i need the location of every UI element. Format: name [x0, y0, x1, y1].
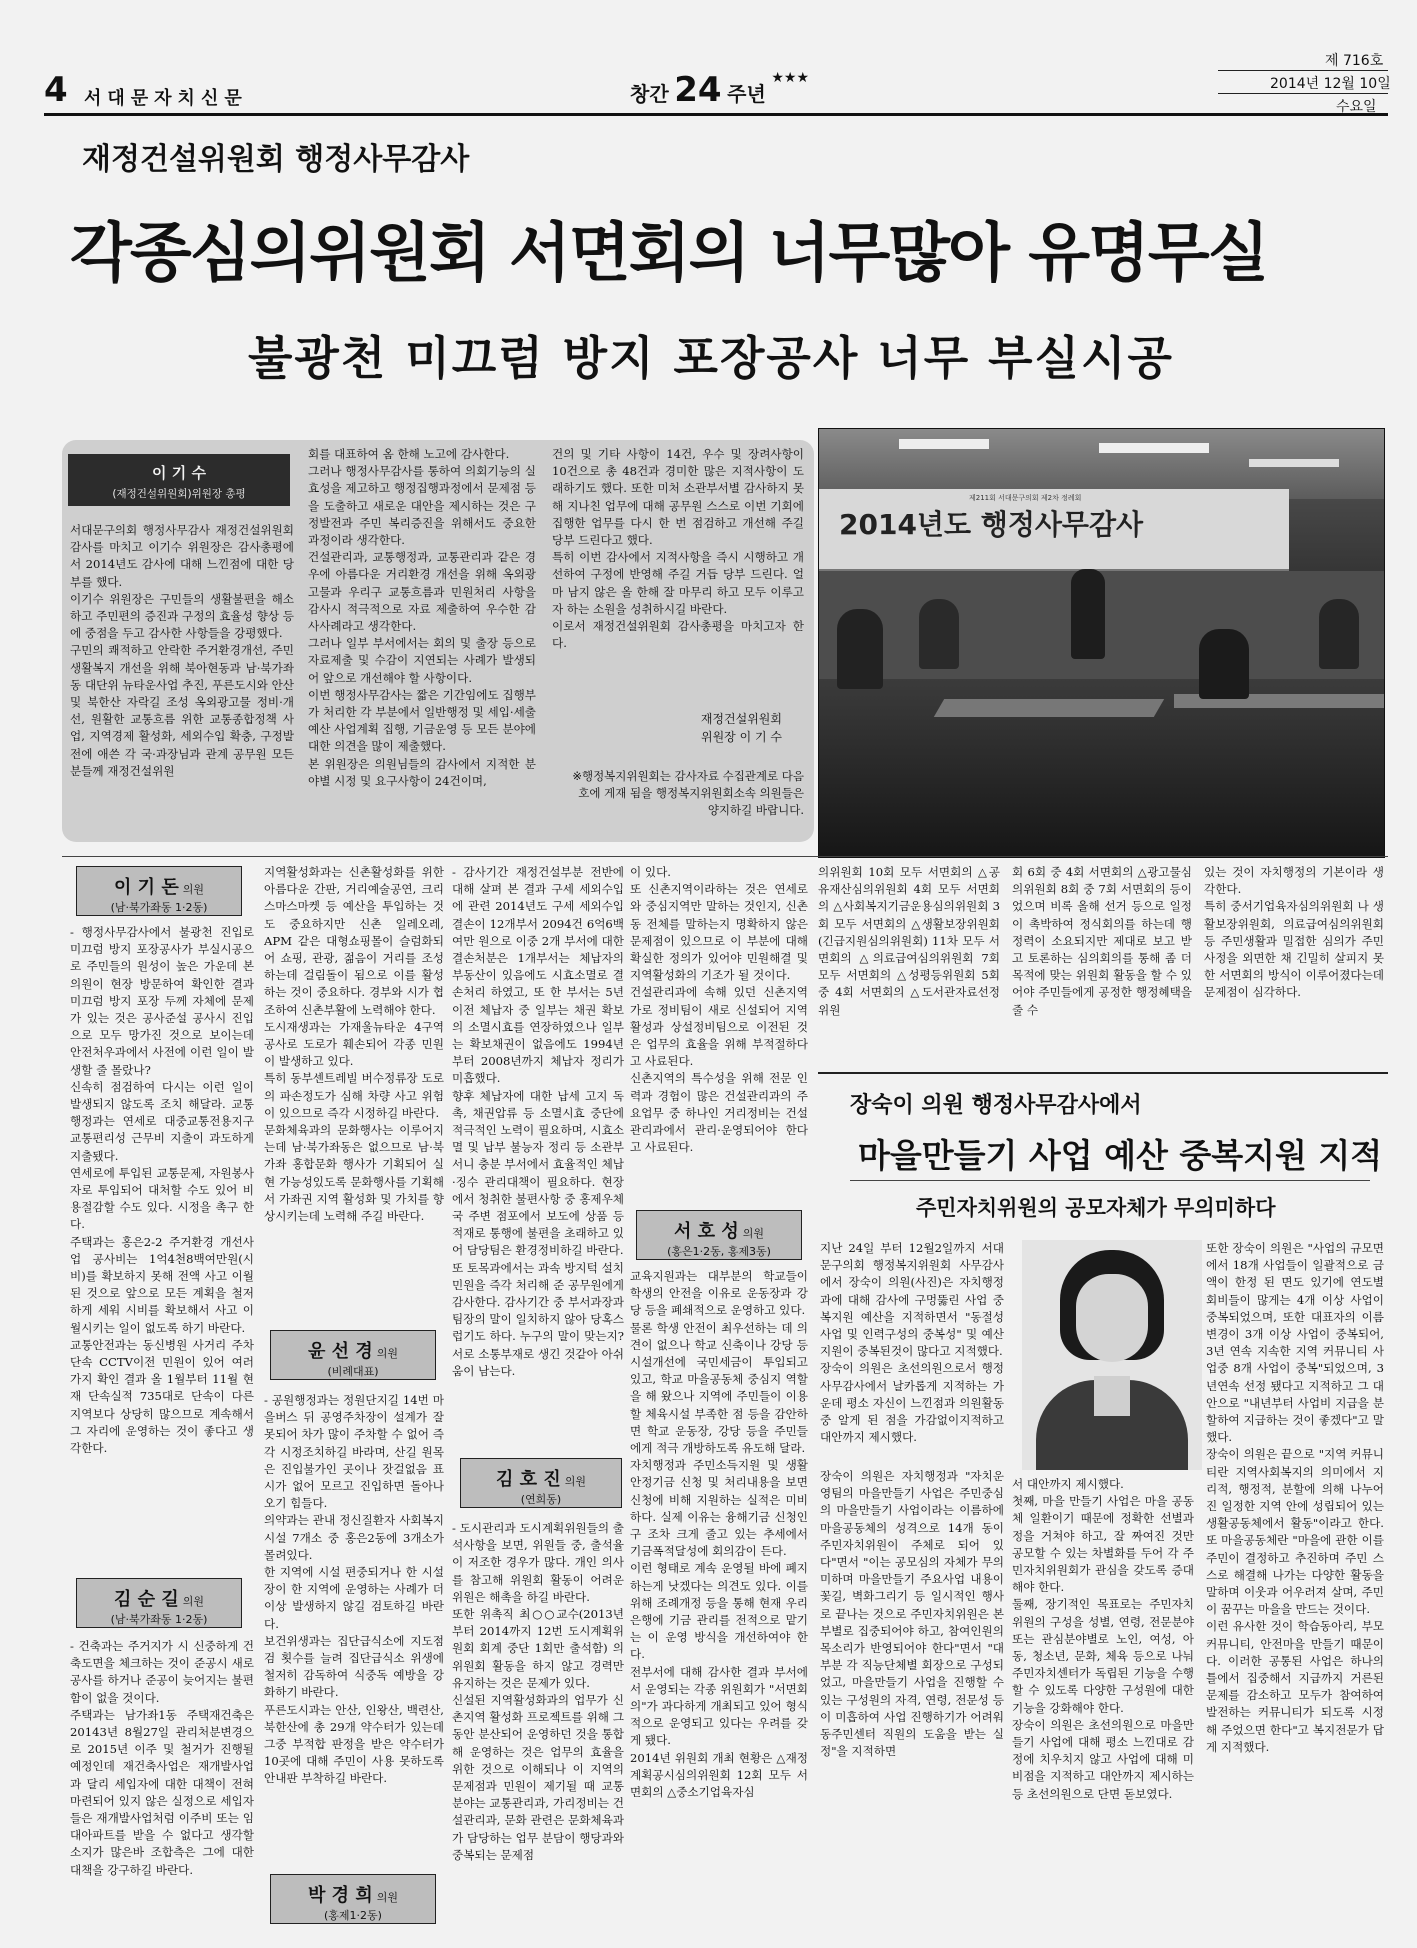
sidebar-column-3a: 또한 장숙이 의원은 "사업의 규모면에서 18개 사업들이 일괄적으로 금액이 한정 된 면도 있기에 연도별 회비들이 많게는 4개 이상 사업이 중복되었으며, 또한 대표자의 이름변경이 3개 이상 사업이 중복되어, 3년 연속 지속한 지역 커뮤니티 사업중 8개 사업이 중복"되었으며, 3년연속 선정 됐다고 지적하고 그 대안으로 "내년부터 사업비 지급을 분할하여 지급하는 것이 좋겠다"고 말했다. 장숙이 의원은 끝으로 "지역 커뮤니티란 지역사회복지의 의미에서 지리적, 행정적, 분할에 의해 나누어진 일정한 지역 안에 성립되어 있는 생활공동체에서 활동"이라고 한다. 또 마을공동체란 "마을에 관한 이를 주민이 결정하고 추진하며 주민 스스로 해결해 나가는 다양한 활동을 말하며 이웃과 어우러져 살며, 주민이 꿈꾸는 마을을 만드는 것이다. 이런 유사한 것이 학습동아리, 부모커뮤니티, 안전마을 만들기 때문이다. 이러한 공통된 사업은 하나의 틀에서 집중해서 지급까지 거른된 문제를 감소하고 모두가 참여하여 발전하는 커뮤니티가 되도록 시정해 주었으면 한다"고 복지전문가 답게 지적했다.: [1206, 1241, 1384, 1754]
sidebar-column-1a: 지난 24일 부터 12월2일까지 서대문구의회 행정복지위원회 사무감사에서 장숙이 의원(사진)은 자치행정과에 대해 감사에 구멍뚫린 사업 중복지원 예산을 지적하면서 "동절성사업 및 인력구성의 중복성" 및 예산지원이 중복된것이 많다고 지적했다. 장숙이 의원은 초선의원으로서 행정사무감사에서 날카롭게 지적하는 가운데 평소 자신이 느낀점과 의원활동 중 알게 된 점을 가감없이지적하고 대안까지 제시했다.: [820, 1241, 1004, 1445]
masthead-rule: [44, 113, 1388, 116]
sidebar-subheadline: 주민자치위원의 공모자체가 무의미하다: [916, 1196, 1276, 1220]
member-box-yoon-sunkyung: [270, 1330, 436, 1380]
member-area: (비례대표): [327, 1365, 379, 1378]
member-name: 김 호 진 의원: [496, 1469, 586, 1490]
photo-person: [1319, 599, 1359, 669]
sidebar-rule: [850, 1180, 1370, 1181]
member-name: 박 경 희 의원: [308, 1885, 398, 1906]
body-column-3b: - 도시관리과 도시계획위원들의 출석사항을 보면, 위원들 중, 출석율이 저조한 경우가 많다. 개인 의사를 참고해 위원회 활동이 어려운 위원은 해촉을 하길 바란다. 또한 위촉직 최○○교수(2013년부터 2014까지 12번 도시계획위원회 회계 중단 1회만 출석함) 의 위원회 활동을 하지 않고 경력만 유지하는 것은 문제가 있다. 신설된 지역활성화과의 업무가 신촌지역 활성화 프로젝트를 위해 그동안 분산되어 운영하던 것을 통합해 운영하는 것은 업무의 효율을 위한 것으로 이해되나 이 지역의 문제점과 민원이 제기될 때 교통 분야는 교통관리과, 가리정비는 건설관리과, 문화 관련은 문화체육과가 담당하는 업무 분담이 행당과와 중복되는 문제점: [452, 1521, 624, 1862]
portrait-face: [1076, 1274, 1148, 1362]
member-area: (홍제1·2동): [324, 1909, 382, 1922]
chair-column-2: 회를 대표하여 옴 한해 노고에 감사한다. 그러나 행정사무감사를 통하여 의회기능의 실효성을 제고하고 행정집행과정에서 문제점 등을 도출하고 새로운 대안을 제시하는 것은 구정발전과 주민 복리증진을 위해서도 중요한 과정이라 생각한다. 건설관리과, 교통행정과, 교통관리과 같은 경우에 아름다운 거리환경 개선을 위해 옥외광고물과 우리구 교통흐름과 민원처리 사항을 감사시 적극적으로 자료 제출하여 우수한 감사사례라고 생각한다. 그러나 일부 부서에서는 회의 및 출장 등으로 자료제출 및 수감이 지연되는 사례가 발생되어 앞으로 개선해야 할 사항이다. 이번 행정사무감사는 짧은 기간임에도 집행부가 처리한 각 부분에서 일반행정 및 세입·세출예산 사업계획 집행, 기금운영 등 모든 분야에 대한 의견을 많이 제출했다. 본 위원장은 의원님들의 감사에서 지적한 분야별 시정 및 요구사항이 24건이며,: [308, 447, 536, 788]
chair-column-3: 건의 및 기타 사항이 14건, 우수 및 장려사항이 10건으로 총 48건과 경미한 많은 지적사항이 도래하기도 했다. 또한 미처 소관부서별 감사하지 못해 지나친 업무에 대해 공무원 스스로 이번 기회에 집행한 업무를 다시 한 번 점검하고 개선해 주길 당부 드린다고 했다. 특히 이번 감사에서 지적사항을 즉시 시행하고 개선하여 구정에 반영해 주길 거듭 당부 드린다. 얼마 남지 않은 올 한해 잘 마무리 하고 모두 이루고자 하는 소원을 성취하시길 바란다. 이로서 재정건설위원회 감사총평을 마치고자 한다.: [552, 447, 804, 651]
anniversary-mark: [630, 70, 809, 110]
body-column-3a: - 감사기간 재정건설부분 전반에 대해 살펴 본 결과 구세 세외수입에 관련 2014년도 구세 세외수입 결손이 12개부서 2094건 6억6백여만 원으로 이중 2개 부서에 대한 결손처분은 1개부서는 체납자의 부동산이 있음에도 시효소멸로 결손처리 하였고, 또 한 부서는 5년 이전 체납자 중 일부는 채권 확보의 소멸시효를 연장하였으나 일부는 확보채권이 없음에도 1994년부터 2008년까지 체납자 정리가 미흡했다. 향후 체납자에 대한 납세 고지 독촉, 채권압류 등 소멸시효 중단에 적극적인 노력이 필요하며, 시효소멸 및 납부 불능자 정리 등 소관부서니 충분 부서에서 효율적인 체납·징수 관리대책이 필요하다. 현장에서 청취한 불편사항 중 홍제우체국 주변 점포에서 보도에 상품 등 적재로 통행에 불편을 초래하고 있어 담당팀은 환경정비하길 바란다. 또 토목과에서는 과속 방지턱 설치 민원을 즉각 처리해 준 공무원에게 감사한다. 감사기간 중 부서과장과 팀장의 말이 일치하지 않아 당혹스럽기도 하다. 누구의 말이 맞는지? 서로 소통부재로 생긴 것같아 아쉬움이 남는다.: [452, 865, 624, 1378]
chair-name: 이 기 수: [152, 464, 206, 482]
chair-column-1: 서대문구의회 행정사무감사 재정건설위원회 감사를 마치고 이기수 위원장은 감사총평에서 2014년도 감사에 대해 느낀점에 대한 당부를 했다. 이기수 위원장은 구민들의 생활불편을 해소하고 주민편의 증진과 구정의 효율성 향상 등에 중점을 두고 감사한 사항들을 강평했다. 구민의 쾌적하고 안락한 주거환경개선, 주민생활복지 개선을 위해 북아현동과 남·북가좌동 대단위 뉴타운사업 추진, 푸른도시와 안산 및 북한산 자락길 조성 옥외광고물 정비·개선, 원활한 교통흐름 위한 교통종합정책 사업, 지역경제 활성화, 세외수입 확충, 구정발전에 애쓴 각 국·과장님과 관계 공무원 모든 분들께 재정건설위원: [70, 523, 294, 778]
body-column-1b: - 건축과는 주거지가 시 신중하게 건축도면을 체크하는 것이 준공시 새로 공사를 하거나 준공이 늦어지는 불편함이 없을 것이다. 주택과는 남가좌1동 주택재건축은 20143년 8월27일 관리처분변경으로 2015년 이주 및 철거가 진행될 예정인데 재건축사업은 재개발사업과 달리 세입자에 대한 대책이 전혀 마련되어 있지 않은 실정으로 세입자들은 재개발사업처럼 이주비 또는 임대아파트를 받을 수 없다고 생각할 소지가 많은바 조합측은 그에 대한 대책을 강구하길 바란다.: [70, 1639, 254, 1877]
photo-table-top: [934, 699, 1164, 717]
member-box-lee-gidon: [76, 866, 242, 916]
anniversary-suffix: 주년: [727, 82, 766, 106]
member-box-park-kyunghee: [270, 1874, 436, 1924]
body-column-2b: - 공원행정과는 정원단지길 14번 마을버스 뒤 공영주차장이 설계가 잘못되어 차가 많이 주차할 수 없어 즉각 시정조치하길 바라며, 산길 원목은 진입불가인 곳이나 잣걸없음 표시가 없어 모르고 진입하면 돌아나오기 힘들다. 의약과는 관내 정신질환자 사회복지시설 7개소 중 홍은2동에 3개소가 몰려있다. 한 지역에 시설 편중되거나 한 시설장이 한 지역에 운영하는 사례가 더 이상 발생하지 않길 검토하길 바란다. 보건위생과는 집단급식소에 지도점검 횟수를 늘려 집단급식소 위생에 철저히 감독하여 식중독 예방을 강화하기 바란다. 푸른도시과는 안산, 인왕산, 백련산, 북한산에 총 29개 약수터가 있는데 그중 부적합 판정을 받은 약수터가 10곳에 대해 주민이 사용 못하도록 안내판 부착하길 바란다.: [264, 1393, 444, 1786]
body-column-7a: 있는 것이 자치행정의 기본이라 생각한다. 특히 중서기업육자심의위원회 나 생활보장위원회, 의료급여심의위원회 등 주민생활과 밀접한 심의가 주민 사정을 외면한 채 긴밀히 살피지 못한 서면회의 방식이 이루어졌다는데 문제점이 심각하다.: [1204, 865, 1384, 1000]
portrait-collar: [1094, 1376, 1130, 1416]
member-area: (남·북가좌동 1·2동): [110, 1613, 208, 1626]
councillor-portrait: [1022, 1240, 1202, 1470]
body-column-6a: 회 6회 중 4회 서면회의 △광고물심의위원회 8회 중 7회 서면회의 등이었으며 비록 올해 선거 등으로 일정이 촉박하여 정식회의를 하는데 행정력이 소요되지만 제대로 보고 받고 토론하는 심의회의를 통해 좀 더 목적에 맞는 위원회 활동을 할 수 있어야 주민들에게 공정한 행정혜택을 줄 수: [1012, 865, 1192, 1017]
body-column-1a: - 행정사무감사에서 불광천 진입로 미끄럼 방지 포장공사가 부실시공으로 주민들의 원성이 높은 가운데 본 의원이 현장 방문하여 확인한 결과 미끄럼 방지 포장 두께 자체에 문제가 있는 것은 공사준설 공사시 진입으로 모두 망가진 것으로 보이는데 안전처우과에서 사전에 이런 일이 발생할 줄 몰랐나? 신속히 점검하여 다시는 이런 일이 발생되지 않도록 조치 해달라. 교통행정과는 연세로 대중교통전용지구 교통편리성 근무비 지출이 과도하게 지출됐다. 연세로에 투입된 교통문제, 자원봉사자로 투입되어 대처할 수도 있어 비용절감할 수도 있다. 시정을 촉구 한다. 주택과는 홍은2-2 주거환경 개선사업 공사비는 1억4천8백여만원(시비)를 확보하지 못해 전액 사고 이월된 것으로 앞으로 모든 계획을 철저하게 세워 시비를 확보해서 사고 이월시키는 일이 없도록 하기 바란다. 교통안전과는 동신병원 사거리 주차단속 CCTV이전 민원이 있어 여러 가지 확인 결과 올 1월부터 11월 현재 단속실적 735대로 단속이 다른 지역보다 상당히 많으므로 계속해서 그 자리에 운영하는 것이 좋다고 생각한다.: [70, 925, 254, 1456]
issue-weekday: 수요일: [1336, 99, 1377, 115]
page-number: 4: [44, 70, 68, 110]
member-box-kim-sungil: [76, 1578, 242, 1628]
issue-rule: [1218, 70, 1388, 71]
member-name: 서 호 성 의원: [674, 1221, 764, 1242]
photo-light: [1099, 443, 1209, 453]
member-name: 윤 선 경 의원: [308, 1341, 398, 1362]
member-box-seo-hosung: [636, 1210, 802, 1260]
photo-light: [899, 439, 989, 449]
sidebar-column-1b: 장숙이 의원은 자치행정과 "자치운영팀의 마을만들기 사업은 주민중심의 마을만들기 사업이라는 이름하에 마을공동체의 성격으로 14개 동이 주민자치위원이 주체로 되어 있다"면서 "이는 공모심의 자체가 무의미하며 마을만들기 주요사업 내용이 꽃길, 벽화그리기 등 일시적인 행사로 끝나는 것으로 주민자치위원은 본부별로 집중되어야 하고, 참여인원의 목소리가 반영되어야 한다"면서 "대부분 각 직능단체별 회장으로 구성되었고, 마을만들기 사업을 진행할 수 있는 구성원의 자격, 연령, 전문성 등이 미흡하여 사업 진행하기가 어려워 동주민센터 직원의 도움을 받는 실정"을 지적하면: [820, 1469, 1004, 1759]
body-column-4b: 교육지원과는 대부분의 학교들이 학생의 안전을 이유로 운동장과 강당 등을 폐쇄적으로 운영하고 있다. 물론 학생 안전이 최우선하는 데 의견이 없으나 학교 신축이나 강당 등 시설개선에 국민세금이 투입되고 있고, 학교 마을공동체 중심지 역할을 해 왔으나 지역에 주민들이 이용할 체육시설 부족한 점 등을 감안하면 학교 운동장, 강당 등을 주민들에게 적극 개방하도록 유도해 달라. 자치행정과 주민소득지원 및 생활안정기금 신청 및 처리내용을 보면 신청에 비해 지원하는 실적은 미비하다. 실제 이유는 융해기금 신청인구 조차 크게 줄고 있는 추세에서 기금폭적달성에 회의감이 든다. 이런 형태로 계속 운영될 바에 폐지하는게 낫겠다는 의견도 있다. 이를 위해 조례개정 등을 통해 현재 우리은행에 기금 관리를 전적으로 맡기는 이 운영 방식을 개선하여야 한다. 전부서에 대해 감사한 결과 부서에서 운영되는 각종 위원회가 "서면회의"가 과다하게 개최되고 있어 형식적으로 운영되고 있다는 우려를 갖게 됐다. 2014년 위원회 개최 현황은 △재정계획공시심의위원회 12회 모두 서면회의 △중소기업육자심: [630, 1269, 808, 1800]
member-area: (연희동): [520, 1493, 562, 1506]
chair-note: ※행정복지위원회는 감사자료 수집관계로 다음호에 게재 됨을 행정복지위원회소속 의원들은 양지하길 바랍니다.: [572, 769, 804, 817]
star-icon: ★★★: [771, 70, 809, 86]
photo-person: [919, 599, 959, 669]
issue-rule-2: [1218, 93, 1388, 94]
anniversary-number: 24: [674, 70, 722, 110]
photo-person: [1071, 569, 1105, 659]
member-area: (홍은1·2동, 홍제3동): [667, 1245, 771, 1258]
sidebar-column-2a: 서 대안까지 제시했다. 첫째, 마을 만들기 사업은 마을 공동체 일환이기 때문에 정확한 선별과정을 거쳐야 하고, 잘 짜여진 것만 공모할 수 있는 차별화를 두어 각 주민자치위원회가 관심을 갖도록 증대해야 한다. 둘째, 장기적인 목표로는 주민자치위원의 구성을 성별, 연령, 전문분야 또는 관심분야별로 노인, 여성, 아동, 청소년, 문화, 체육 등으로 나눠 주민자치센터가 독립된 기능을 수행할 수 있도록 다양한 구성원에 대한 기능을 강화해야 한다. 장숙이 의원은 초선의원으로 마을만들기 사업에 대해 평소 느낀대로 감정에 치우치지 않고 사업에 대해 미비점을 지적하고 대안까지 제시하는 등 초선의원으로 단면 돋보였다.: [1012, 1477, 1194, 1801]
chair-signature: [552, 710, 782, 746]
audit-photo: [818, 428, 1385, 858]
banner-small-text: 제211회 서대문구의회 제2차 정례회: [969, 494, 1082, 502]
signature-name: 위원장 이 기 수: [701, 730, 782, 744]
member-name: 김 순 길 의원: [114, 1589, 204, 1610]
anniversary-prefix: 창간: [630, 82, 669, 106]
body-column-5a: 의위원회 10회 모두 서면회의 △공유재산심의위원회 4회 모두 서면회의 △사회복지기금운용심의위원회 3회 모두 서면회의 △생활보장위원회(긴급지원심의위원회) 11차 모두 서면회의 △의료급여심의위원회 7회 모두 서면회의 △성평등위원회 5회 중 4회 서면회의 △도서관자료선정위원: [818, 865, 1000, 1017]
member-name: 이 기 돈 의원: [114, 877, 204, 898]
lower-rule: [62, 856, 1388, 857]
body-column-4a: 이 있다. 또 신촌지역이라하는 것은 연세로와 중심지역만 말하는 것인지, 신촌동 전체를 말하는지 명확하지 않은 문제점이 있으므로 이 부분에 대해 확실한 정의가 있어야 민원해결 및 지역활성화의 기조가 될 것이다. 건설관리과에 속해 있던 신촌지역 가로 정비팀이 새로 신설되어 지역활성과 상설정비팀으로 이전된 것은 업무의 효율을 위해 부적절하다고 사료된다. 신촌지역의 특수성을 위해 전문 인력과 경험이 많은 건설관리과의 주요업무 중 하나인 거리정비는 건설관리과에서 관리·운영되어야 한다고 사료된다.: [630, 865, 808, 1155]
banner-title: 2014년도 행정사무감사: [839, 508, 1144, 541]
photo-light: [1249, 459, 1339, 467]
photo-person: [837, 609, 883, 689]
article-subheadline: 불광천 미끄럼 방지 포장공사 너무 부실시공: [248, 331, 1174, 385]
signature-committee: 재정건설위원회: [700, 712, 782, 726]
photo-person: [1199, 629, 1249, 699]
issue-number: 제 716호: [1325, 53, 1384, 69]
chair-name-tag: [68, 454, 290, 506]
photo-banner: [819, 489, 1289, 571]
paper-name: 서대문자치신문: [84, 88, 248, 109]
body-column-2a: 지역활성화과는 신촌활성화를 위한 아름다운 간판, 거리예술공연, 크리스마스마켓 등 예산을 투입하는 것도 중요하지만 신촌 일레오레, APM 같은 대형쇼핑몰이 슬럼화되어 쇼핑, 관광, 젊음이 거리를 조성하는데 걸림돌이 됨으로 이를 활성하는 것이 중요하다. 경부와 시가 협조하여 신촌부활에 노력해야 한다. 도시재생과는 가재울뉴타운 4구역 공사로 도로가 훼손되어 각종 민원이 발생하고 있다. 특히 동부센트레빌 버수정류장 도로의 파손정도가 심해 차량 사고 위험이 있으므로 즉각 시정하길 바란다. 문화체육과의 문화행사는 이루어지는데 남·북가좌동은 없으므로 남·북가좌 홍합문화 행사가 기획되어 실현 가능성있도록 문화행사를 기획해서 가좌권 지역 활성화 및 가치를 향상시키는데 노력해 주길 바란다.: [264, 865, 444, 1224]
article-kicker: 재정건설위원회 행정사무감사: [82, 142, 470, 177]
chair-role: (재정건설위원회)위원장 총평: [112, 488, 246, 500]
issue-date: 2014년 12월 10일: [1270, 76, 1391, 92]
article-headline: 각종심의위원회 서면회의 너무많아 유명무실: [70, 217, 1268, 291]
sidebar-kicker: 장숙이 의원 행정사무감사에서: [850, 1093, 1142, 1118]
sidebar-headline: 마을만들기 사업 예산 중복지원 지적: [858, 1136, 1383, 1175]
member-area: (남·북가좌동 1·2동): [110, 901, 208, 914]
member-box-kim-hojin: [460, 1458, 622, 1508]
